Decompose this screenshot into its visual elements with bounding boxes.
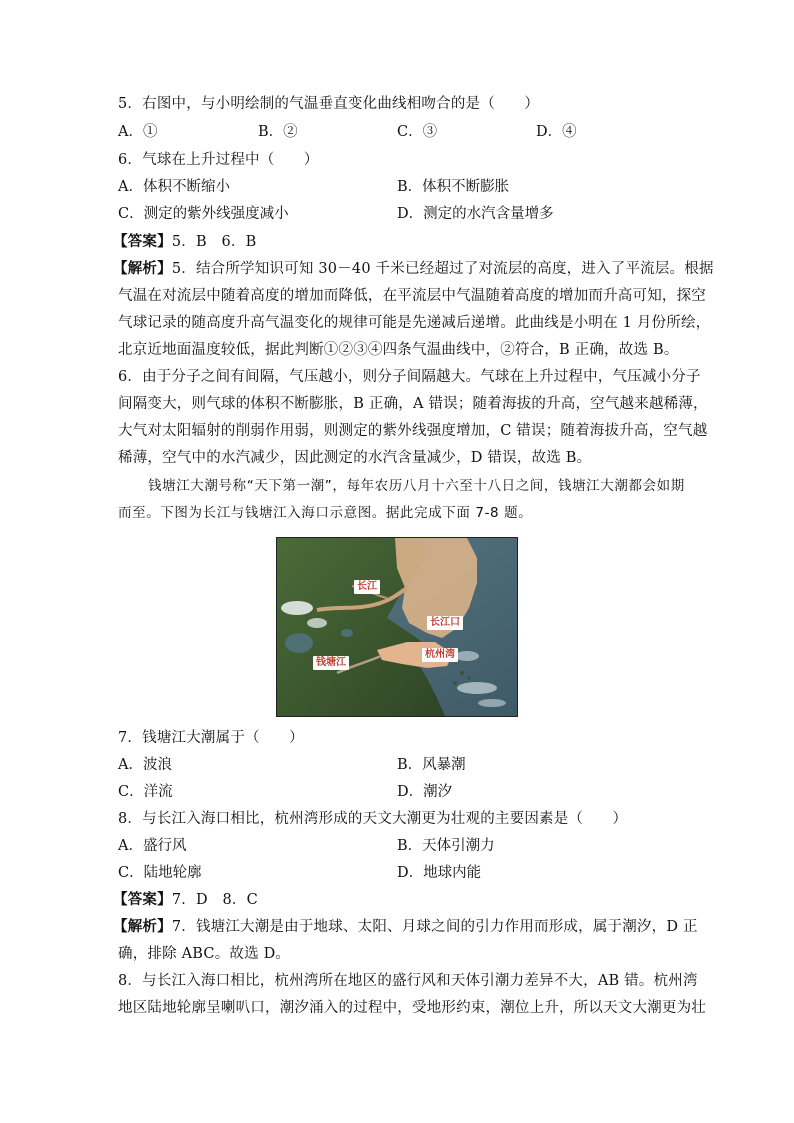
question-6-stem: 6．气球在上升过程中（ ） bbox=[118, 152, 319, 168]
answer-label: 【答案】 bbox=[113, 891, 172, 908]
analysis-line: 稀薄，空气中的水汽减少，因此测定的水汽含量减少，D 错误，故选 B。 bbox=[118, 450, 592, 466]
analysis-label: 【解析】 bbox=[113, 918, 172, 935]
label-hangzhouwan: 杭州湾 bbox=[422, 648, 458, 662]
q6-option-d[interactable]: D．测定的水汽含量增多 bbox=[397, 206, 554, 222]
satellite-image bbox=[277, 538, 517, 716]
q5-option-c[interactable]: C．③ bbox=[397, 124, 438, 140]
analysis-line: 6．由于分子之间有间隔，气压越小，则分子间隔越大。气球在上升过程中，气压减小分子 bbox=[118, 369, 701, 385]
q7-option-d[interactable]: D．潮汐 bbox=[397, 784, 453, 800]
intro-line: 而至。下图为长江与钱塘江入海口示意图。据此完成下面 7-8 题。 bbox=[118, 505, 533, 521]
q8-option-a[interactable]: A．盛行风 bbox=[118, 838, 187, 854]
label-qiantangjiang: 钱塘江 bbox=[313, 656, 349, 670]
analysis-line: 气温在对流层中随着高度的增加而降低，在平流层中气温随着高度的增加而升高可知，探空 bbox=[118, 288, 706, 304]
analysis-line: 确，排除 ABC。故选 D。 bbox=[118, 946, 291, 962]
analysis-line: 8．与长江入海口相比，杭州湾所在地区的盛行风和天体引潮力差异不大，AB 错。杭州湾 bbox=[118, 973, 698, 989]
label-changjiang: 长江 bbox=[354, 580, 380, 594]
answer-block-1 bbox=[113, 232, 256, 252]
q6-option-b[interactable]: B．体积不断膨胀 bbox=[397, 179, 510, 195]
q6-option-a[interactable]: A．体积不断缩小 bbox=[118, 179, 230, 195]
question-5-stem: 5．右图中，与小明绘制的气温垂直变化曲线相吻合的是（ ） bbox=[118, 96, 540, 112]
answer-text: 5．B 6．B bbox=[171, 234, 257, 250]
q8-option-c[interactable]: C．陆地轮廓 bbox=[118, 865, 202, 881]
analysis-line: 【解析】7．钱塘江大潮是由于地球、太阳、月球之间的引力作用而形成，属于潮汐，D 正 bbox=[113, 918, 698, 935]
answer-text: 7．D 8．C bbox=[171, 892, 258, 908]
q5-option-a[interactable]: A．① bbox=[118, 124, 158, 140]
analysis-label: 【解析】 bbox=[113, 260, 172, 277]
analysis-line: 间隔变大，则气球的体积不断膨胀，B 正确，A 错误；随着海拔的升高，空气越来越稀薄， bbox=[118, 396, 708, 412]
label-changjiangkou: 长江口 bbox=[427, 616, 463, 630]
q5-option-b[interactable]: B．② bbox=[258, 124, 298, 140]
question-7-stem: 7．钱塘江大潮属于（ ） bbox=[118, 730, 304, 746]
analysis-line: 大气对太阳辐射的削弱作用弱，则测定的紫外线强度增加，C 错误；随着海拔升高，空气越 bbox=[118, 423, 708, 439]
q5-option-d[interactable]: D．④ bbox=[536, 124, 577, 140]
q7-option-b[interactable]: B．风暴潮 bbox=[397, 757, 466, 773]
analysis-line: 气球记录的随高度升高气温变化的规律可能是先递减后递增。此曲线是小明在 1 月份所绘， bbox=[118, 315, 711, 331]
answer-label: 【答案】 bbox=[113, 233, 172, 250]
analysis-line: 北京近地面温度较低，据此判断①②③④四条气温曲线中，②符合，B 正确，故选 B。 bbox=[118, 342, 679, 358]
q7-option-a[interactable]: A．波浪 bbox=[118, 757, 172, 773]
river-mouth-map bbox=[276, 537, 518, 717]
analysis-line: 地区陆地轮廓呈喇叭口，潮汐涌入的过程中，受地形约束，潮位上升，所以天文大潮更为壮 bbox=[118, 1000, 706, 1016]
q8-option-d[interactable]: D．地球内能 bbox=[397, 865, 482, 881]
q8-option-b[interactable]: B．天体引潮力 bbox=[397, 838, 495, 854]
q7-option-c[interactable]: C．洋流 bbox=[118, 784, 173, 800]
analysis-line: 【解析】5．结合所学知识可知 30－40 千米已经超过了对流层的高度，进入了平流层。根据 bbox=[113, 260, 714, 277]
answer-block-2 bbox=[113, 890, 258, 910]
intro-line: 钱塘江大潮号称“天下第一潮”，每年农历八月十六至十八日之间，钱塘江大潮都会如期 bbox=[148, 478, 685, 494]
question-8-stem: 8．与长江入海口相比，杭州湾形成的天文大潮更为壮观的主要因素是（ ） bbox=[118, 811, 628, 827]
q6-option-c[interactable]: C．测定的紫外线强度减小 bbox=[118, 206, 289, 222]
